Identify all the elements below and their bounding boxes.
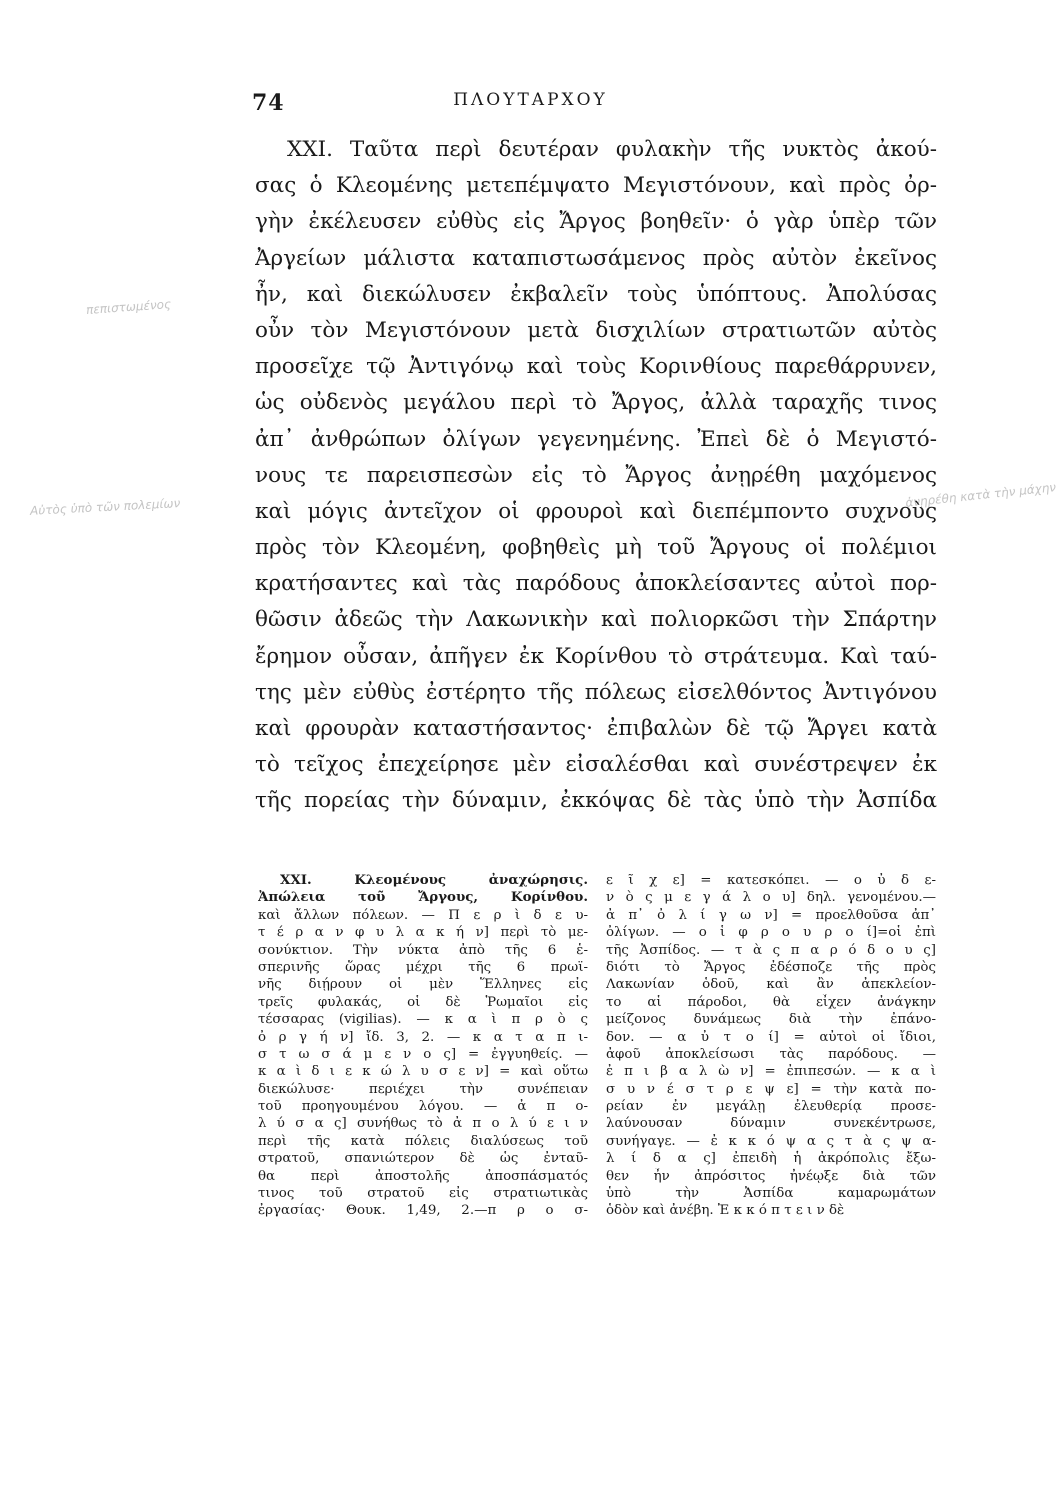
note-line: Λακωνίαν ὁδοῦ, καὶ ἂν ἀπεκλείον- [606, 977, 936, 993]
note-line: διεκώλυσε· περιέχει τὴν συνέπειαν [258, 1081, 588, 1097]
note-line: σ τ ω σ ά μ ε ν ο ς] = ἐγγυηθείς. — [258, 1046, 588, 1062]
note-line: θεν ἦν ἀπρόσιτος ἠνέῳξε διὰ τῶν [606, 1168, 936, 1184]
main-text-line: προσεῖχε τῷ Ἀντιγόνῳ καὶ τοὺς Κορινθίους παρεθάρρυνεν, [255, 354, 937, 380]
note-line: στρατοῦ, σπανιώτερον δὲ ὡς ἐνταῦ- [258, 1151, 588, 1167]
main-text-line: κρατήσαντες καὶ τὰς παρόδους ἀποκλείσαντες αὐτοὶ πορ- [255, 571, 937, 597]
main-text-line: ὡς οὐδενὸς μεγάλου περὶ τὸ Ἄργος, ἀλλὰ ταραχῆς τινος [255, 390, 937, 416]
note-line: τοῦ προηγουμένου λόγου. — ἀ π ο- [258, 1099, 588, 1115]
note-line: σονύκτιον. Τὴν νύκτα ἀπὸ τῆς 6 ἑ- [258, 942, 588, 958]
note-line: λ ί δ α ς] ἐπειδὴ ἡ ἀκρόπολις ἔξω- [606, 1151, 936, 1167]
note-line: ἀ π᾽ ὀ λ ί γ ω ν] = προελθοῦσα ἀπ᾽ [606, 907, 936, 923]
main-text-line: καὶ μόγις ἀντεῖχον οἱ φρουροὶ καὶ διεπέμποντο συχνοὺς [255, 498, 937, 524]
note-line: νῆς διῄρουν οἱ μὲν Ἕλληνες εἰς [258, 977, 588, 993]
note-line: τῆς Ἀσπίδος. — τ ὰ ς π α ρ ό δ ο υ ς] [606, 942, 936, 958]
main-text-line: νους τε παρεισπεσὼν εἰς τὸ Ἄργος ἀνῃρέθη μαχόμενος [255, 462, 937, 488]
note-line: θα περὶ ἀποστολῆς ἀποσπάσματός [258, 1168, 588, 1184]
main-text-line: θῶσιν ἀδεῶς τὴν Λακωνικὴν καὶ πολιορκῶσι τὴν Σπάρτην [255, 607, 937, 633]
main-text-line: XXI. Ταῦτα περὶ δευτέραν φυλακὴν τῆς νυκτὸς ἀκού- [287, 137, 937, 162]
main-text-line: σας ὁ Κλεομένης μετεπέμψατο Μεγιστόνουν, καὶ πρὸς ὀρ- [255, 173, 937, 199]
main-text-block [255, 132, 937, 820]
note-line: ε ῖ χ ε] = κατεσκόπει. — ο ὐ δ ε- [606, 873, 936, 888]
main-text-line: οὖν τὸν Μεγιστόνουν μετὰ δισχιλίων στρατιωτῶν αὐτὸς [255, 317, 937, 343]
note-line: ὁδὸν καὶ ἀνέβη. Ἐ κ κ ό π τ ε ι ν δὲ [606, 1203, 845, 1219]
note-line: τ έ ρ α ν φ υ λ α κ ή ν] περὶ τὸ με- [258, 925, 588, 941]
note-line: ἐργασίας· Θουκ. 1,49, 2.—π ρ ο σ- [258, 1203, 588, 1219]
main-text-line: Ἀργείων μάλιστα καταπιστωσάμενος πρὸς αὐτὸν ἐκεῖνος [255, 245, 937, 271]
note-line: διότι τὸ Ἄργος ἐδέσποζε τῆς πρὸς [606, 959, 936, 975]
note-line: σπερινῆς ὥρας μέχρι τῆς 6 πρωϊ- [258, 959, 588, 975]
note-line: XXI. Κλεομένους ἀναχώρησις. [280, 872, 588, 888]
commentary-right-column [606, 872, 936, 1220]
note-line: τρεῖς φυλακάς, οἱ δὲ Ῥωμαῖοι εἰς [258, 994, 588, 1010]
commentary-left-column [258, 872, 588, 1220]
page-number: 74 [252, 90, 285, 116]
note-line: τέσσαρας (vigilias). — κ α ὶ π ρ ὸ ς [258, 1012, 588, 1028]
note-line: μείζονος δυνάμεως διὰ τὴν ἐπάνο- [606, 1012, 936, 1028]
main-text-line: πρὸς τὸν Κλεομένη, φοβηθεὶς μὴ τοῦ Ἄργους οἱ πολέμιοι [255, 535, 937, 561]
note-line: δον. — α ὐ τ ο ί] = αὐτοὶ οἱ ἴδιοι, [606, 1029, 936, 1045]
main-text-line: καὶ φρουρὰν καταστήσαντος· ἐπιβαλὼν δὲ τῷ Ἄργει κατὰ [255, 716, 937, 741]
note-line: περὶ τῆς κατὰ πόλεις διαλύσεως τοῦ [258, 1133, 588, 1149]
main-text-line: της μὲν εὐθὺς ἐστέρητο τῆς πόλεως εἰσελθόντος Ἀντιγόνου [255, 679, 937, 705]
note-line: Ἀπώλεια τοῦ Ἄργους, Κορίνθου. [258, 889, 588, 906]
main-text-line: ἀπ᾽ ἀνθρώπων ὀλίγων γεγενημένης. Ἐπεὶ δὲ ὁ Μεγιστό- [255, 426, 937, 452]
note-line: συνήγαγε. — ἐ κ κ ό ψ α ς τ ὰ ς ψ α- [606, 1133, 936, 1149]
running-head: ΠΛΟΥΤΑΡΧΟΥ [453, 90, 608, 110]
main-text-line: τῆς πορείας τὴν δύναμιν, ἐκκόψας δὲ τὰς ὑπὸ τὴν Ἀσπίδα [255, 788, 937, 814]
note-line: ὑπὸ τὴν Ἀσπίδα καμαρωμάτων [606, 1186, 936, 1202]
note-line: καὶ ἄλλων πόλεων. — Π ε ρ ὶ δ ε υ- [258, 907, 588, 923]
margin-annotation-left-mid: Αὐτὸς ὑπὸ τῶν πολεμίων [29, 496, 181, 518]
note-line: ρείαν ἐν μεγάλῃ ἐλευθερίᾳ προσε- [606, 1099, 936, 1115]
note-line: ὀλίγων. — ο ἱ φ ρ ο υ ρ ο ί]=οἱ ἐπὶ [606, 925, 936, 941]
note-line: ἀφοῦ ἀποκλείσωσι τὰς παρόδους. — [606, 1046, 936, 1062]
main-text-line: τὸ τεῖχος ἐπεχείρησε μὲν εἰσαλέσθαι καὶ συνέστρεψεν ἐκ [255, 752, 937, 778]
note-line: ὀ ρ γ ή ν] ἴδ. 3, 2. — κ α τ α π ι- [258, 1029, 588, 1045]
note-line: σ υ ν έ σ τ ρ ε ψ ε] = τὴν κατὰ πο- [606, 1081, 936, 1097]
main-text-line: γὴν ἐκέλευσεν εὐθὺς εἰς Ἄργος βοηθεῖν· ὁ γὰρ ὑπὲρ τῶν [255, 209, 937, 235]
note-line: λαύνουσαν δύναμιν συνεκέντρωσε, [606, 1116, 936, 1132]
note-line: κ α ὶ δ ι ε κ ώ λ υ σ ε ν] = καὶ οὕτω [258, 1064, 588, 1080]
margin-annotation-right-mid: ἀνῃρέθη κατὰ τὴν μάχην [904, 480, 1057, 510]
main-text-line: ἔρημον οὖσαν, ἀπῆγεν ἐκ Κορίνθου τὸ στράτευμα. Καὶ ταύ- [255, 643, 937, 669]
note-line: το αἱ πάροδοι, θὰ εἶχεν ἀνάγκην [606, 994, 936, 1010]
note-line: τινος τοῦ στρατοῦ εἰς στρατιωτικὰς [258, 1186, 588, 1202]
margin-annotation-left-top: πεπιστωμένος [85, 297, 172, 317]
note-line: ἐ π ι β α λ ὼ ν] = ἐπιπεσών. — κ α ὶ [606, 1064, 936, 1080]
note-line: ν ὸ ς μ ε γ ά λ ο υ] δηλ. γενομένου.— [606, 890, 936, 906]
note-line: λ ύ σ α ς] συνήθως τὸ ἀ π ο λ ύ ε ι ν [258, 1116, 588, 1132]
main-text-line: ἦν, καὶ διεκώλυσεν ἐκβαλεῖν τοὺς ὑπόπτους. Ἀπολύσας [255, 281, 937, 307]
